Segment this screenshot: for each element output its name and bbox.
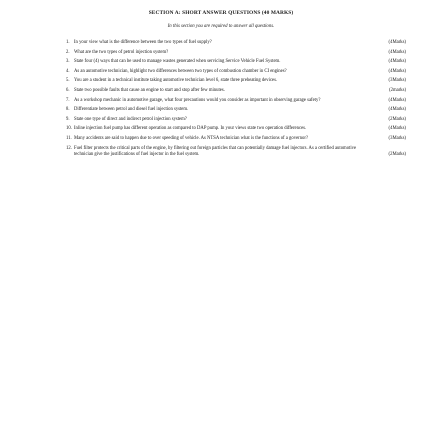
- question-marks: (4Marks): [388, 59, 406, 65]
- question-text: State four (4) ways that can be used to manage wastes generated when servicing Service Vehicle Fuel System.: [74, 59, 281, 65]
- question-marks: (2marks): [389, 87, 406, 93]
- question-item: [66, 136, 406, 142]
- question-item: [66, 126, 406, 132]
- question-text: Fuel filter protects the critical parts of the engine, by filtering out foreign particles that can potentially damage fuel injectors. As a certified automotive technician give the justifications of fuel injector in the fuel system.: [74, 145, 357, 157]
- question-text: Differentiate between petrol and diesel fuel injection system.: [74, 107, 189, 113]
- question-text: Inline injection fuel pump has different operation as compared to DAP pump. In your views state two operation differences.: [74, 126, 307, 132]
- question-item: [66, 88, 406, 94]
- question-item: [66, 98, 406, 104]
- question-text: As a workshop mechanic in automotive garage, what four precautions would you consider as important in observing garage safety?: [74, 97, 321, 103]
- question-number: 6.: [66, 87, 70, 93]
- question-item: [66, 40, 406, 46]
- question-text: State one type of direct and indirect petrol injection system?: [74, 116, 187, 122]
- question-item: [66, 78, 406, 84]
- question-number: 8.: [66, 107, 70, 113]
- question-marks: (4Marks): [388, 97, 406, 103]
- question-item: [66, 117, 406, 123]
- section-title: SECTION A: SHORT ANSWER QUESTIONS (40 MARKS): [148, 10, 294, 16]
- question-item: [66, 59, 406, 65]
- section-instruction: In this section you are required to answer all questions.: [167, 24, 275, 29]
- question-marks: (2Marks): [388, 116, 406, 122]
- question-number: 3.: [66, 59, 70, 65]
- question-marks: (4Marks): [388, 40, 406, 45]
- question-text: State two possible faults that cause an engine to start and stop after few minutes.: [74, 87, 225, 93]
- question-marks: (4Marks): [388, 68, 406, 74]
- question-number: 4.: [66, 68, 70, 74]
- question-number: 12.: [66, 145, 72, 151]
- question-marks: (3Marks): [388, 135, 406, 141]
- question-text: As an automotive technician, highlight two differences between two types of combustion chamber in CI engines?: [74, 68, 287, 74]
- question-text: You are a student in a technical institute taking automotive technician level 6, state three preheating devices.: [74, 78, 278, 84]
- question-number: 7.: [66, 97, 70, 103]
- question-item: [66, 146, 406, 159]
- question-number: 11.: [66, 135, 72, 141]
- question-item: [66, 50, 406, 56]
- question-item: [66, 69, 406, 75]
- question-marks: (2Marks): [388, 151, 406, 157]
- question-number: 5.: [66, 78, 70, 84]
- question-number: 2.: [66, 49, 70, 55]
- question-text: In your view what is the difference between the two types of fuel supply?: [74, 40, 212, 45]
- question-marks: (4Marks): [388, 49, 406, 55]
- question-list: [66, 40, 406, 162]
- question-number: 10.: [66, 126, 72, 132]
- question-number: 1.: [66, 40, 70, 45]
- question-marks: (4Marks): [388, 107, 406, 113]
- question-text: What are the two types of petrol injection system?: [74, 49, 169, 55]
- question-number: 9.: [66, 116, 70, 122]
- question-text: Many accidents are said to happen due to over speeding of vehicle. As NTSA technician what is the functions of a governor?: [74, 135, 309, 141]
- question-marks: (4Marks): [388, 126, 406, 132]
- question-marks: (3Marks): [388, 78, 406, 84]
- question-item: [66, 107, 406, 113]
